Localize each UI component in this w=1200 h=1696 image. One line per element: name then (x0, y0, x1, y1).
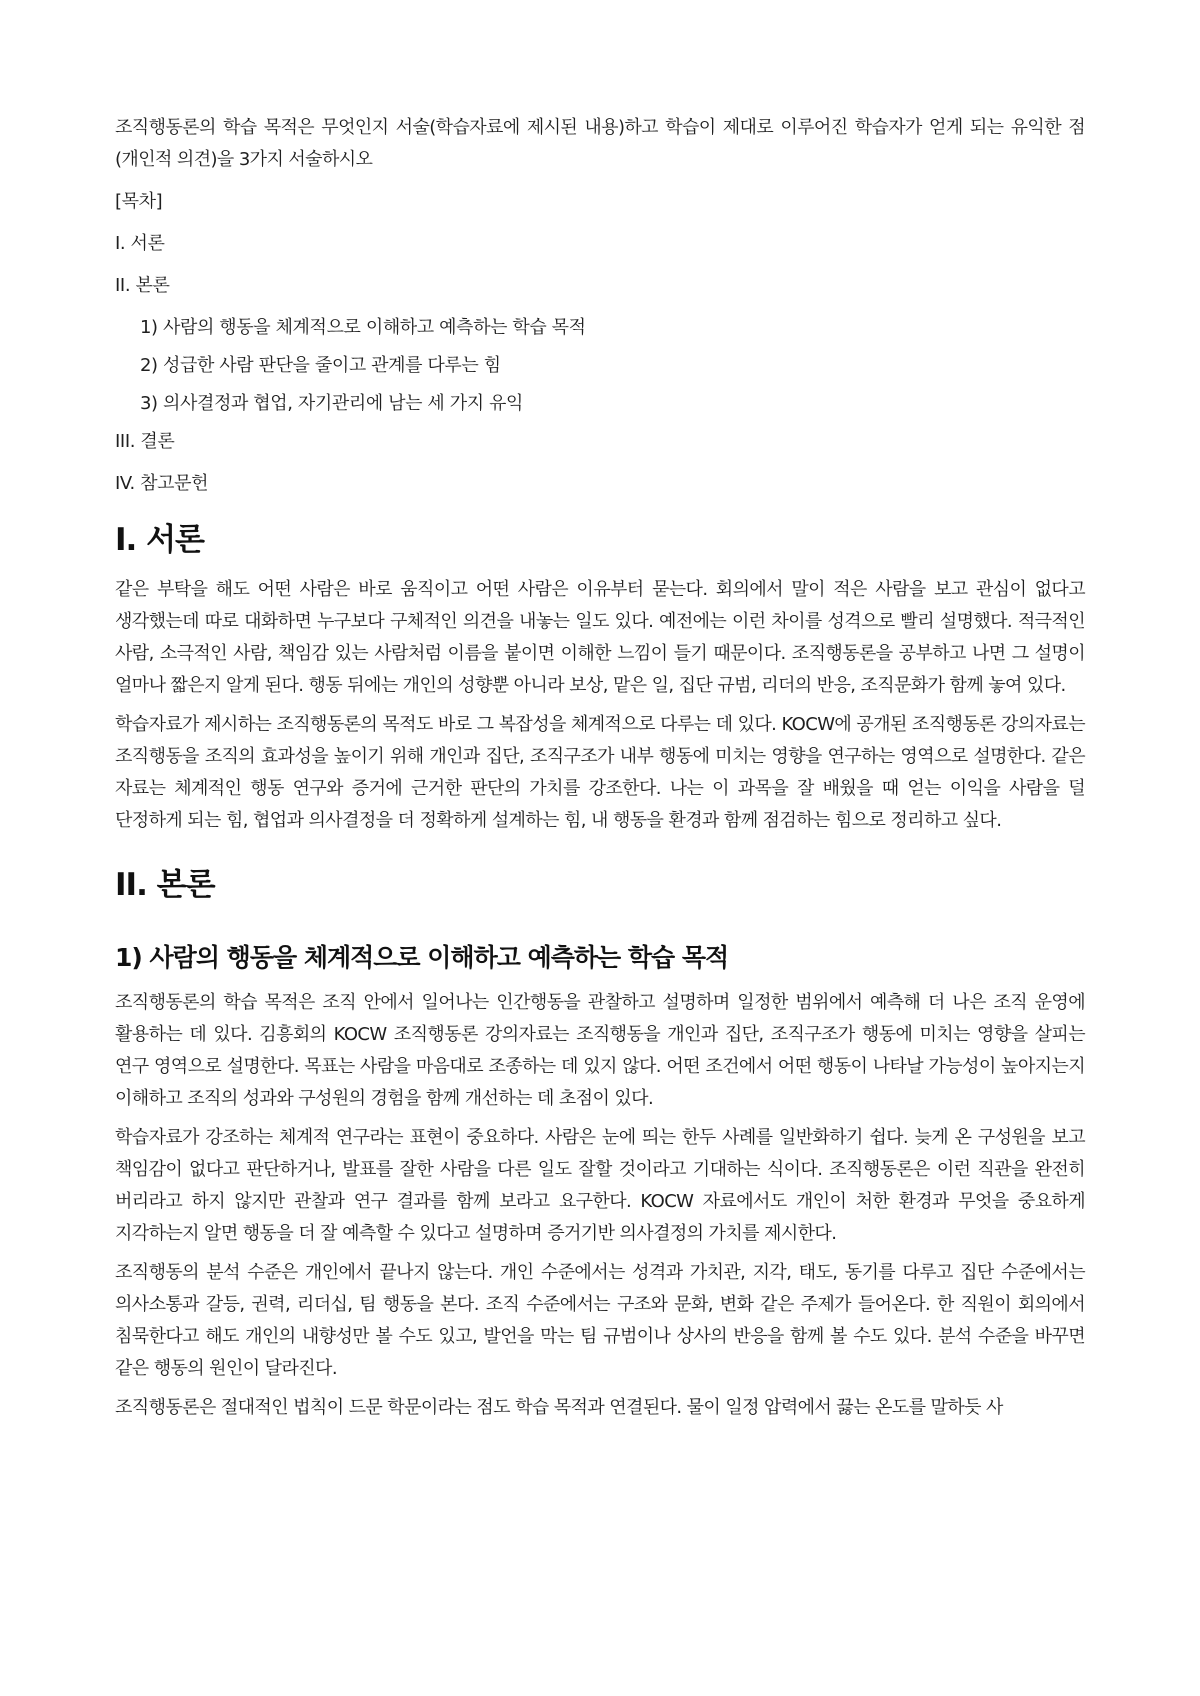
toc-item: 1) 사람의 행동을 체계적으로 이해하고 예측하는 학습 목적 (140, 317, 586, 338)
toc-item: 3) 의사결정과 협업, 자기관리에 남는 세 가지 유익 (140, 393, 524, 414)
body-heading: II. 본론 (115, 867, 215, 903)
intro-paragraph-2: 학습자료가 제시하는 조직행동론의 목적도 바로 그 복잡성을 체계적으로 다루는 데 있다. KOCW에 공개된 조직행동론 강의자료는 조직행동을 조직의 효과성을 높이기 위해 개인과 집단, 조직구조가 내부 행동에 미치는 영향을 연구하는 영역으로 설명한다. 같은 자료는 체계적인 행동 연구와 증거에 근거한 판단의 가치를 강조한다. 나는 이 과목을 잘 배웠을 때 얻는 이익을 사람을 덜 단정하게 되는 힘, 협업과 의사결정을 더 정확하게 설계하는 힘, 내 행동을 환경과 함께 점검하는 힘으로 정리하고 싶다. (115, 714, 1085, 831)
subsection-1-paragraph-1: 조직행동론의 학습 목적은 조직 안에서 일어나는 인간행동을 관찰하고 설명하며 일정한 범위에서 예측해 더 나은 조직 운영에 활용하는 데 있다. 김흥회의 KOCW 조직행동론 강의자료는 조직행동을 개인과 집단, 조직구조가 행동에 미치는 영향을 살피는 연구 영역으로 설명한다. 목표는 사람을 마음대로 조종하는 데 있지 않다. 어떤 조건에서 어떤 행동이 나타날 가능성이 높아지는지 이해하고 조직의 성과와 구성원의 경험을 함께 개선하는 데 초점이 있다. (115, 992, 1085, 1109)
toc-item: III. 결론 (115, 431, 175, 452)
assignment-question: 조직행동론의 학습 목적은 무엇인지 서술(학습자료에 제시된 내용)하고 학습이 제대로 이루어진 학습자가 얻게 되는 유익한 점(개인적 의견)을 3가지 서술하시오 (115, 117, 1085, 170)
toc-title: [목차] (115, 191, 163, 212)
subsection-1-heading: 1) 사람의 행동을 체계적으로 이해하고 예측하는 학습 목적 (115, 943, 729, 972)
intro-heading: I. 서론 (115, 522, 204, 558)
subsection-1-paragraph-2: 학습자료가 강조하는 체계적 연구라는 표현이 중요하다. 사람은 눈에 띄는 한두 사례를 일반화하기 쉽다. 늦게 온 구성원을 보고 책임감이 없다고 판단하거나, 발표를 잘한 사람을 다른 일도 잘할 것이라고 기대하는 식이다. 조직행동론은 이런 직관을 완전히 버리라고 하지 않지만 관찰과 연구 결과를 함께 보라고 요구한다. KOCW 자료에서도 개인이 처한 환경과 무엇을 중요하게 지각하는지 알면 행동을 더 잘 예측할 수 있다고 설명하며 증거기반 의사결정의 가치를 제시한다. (115, 1127, 1085, 1244)
subsection-1-paragraph-3: 조직행동의 분석 수준은 개인에서 끝나지 않는다. 개인 수준에서는 성격과 가치관, 지각, 태도, 동기를 다루고 집단 수준에서는 의사소통과 갈등, 권력, 리더십, 팀 행동을 본다. 조직 수준에서는 구조와 문화, 변화 같은 주제가 들어온다. 한 직원이 회의에서 침묵한다고 해도 개인의 내향성만 볼 수도 있고, 발언을 막는 팀 규범이나 상사의 반응을 함께 볼 수도 있다. 분석 수준을 바꾸면 같은 행동의 원인이 달라진다. (115, 1262, 1085, 1379)
toc-item: II. 본론 (115, 275, 170, 296)
document-page (115, 112, 1085, 1431)
toc-item: I. 서론 (115, 233, 165, 254)
subsection-1-paragraph-4: 조직행동론은 절대적인 법칙이 드문 학문이라는 점도 학습 목적과 연결된다. 물이 일정 압력에서 끓는 온도를 말하듯 사 (115, 1397, 1003, 1418)
intro-paragraph-1: 같은 부탁을 해도 어떤 사람은 바로 움직이고 어떤 사람은 이유부터 묻는다. 회의에서 말이 적은 사람을 보고 관심이 없다고 생각했는데 따로 대화하면 누구보다 구체적인 의견을 내놓는 일도 있다. 예전에는 이런 차이를 성격으로 빨리 설명했다. 적극적인 사람, 소극적인 사람, 책임감 있는 사람처럼 이름을 붙이면 이해한 느낌이 들기 때문이다. 조직행동론을 공부하고 나면 그 설명이 얼마나 짧은지 알게 된다. 행동 뒤에는 개인의 성향뿐 아니라 보상, 맡은 일, 집단 규범, 리더의 반응, 조직문화가 함께 놓여 있다. (115, 579, 1085, 696)
table-of-contents (115, 228, 1085, 500)
toc-item: IV. 참고문헌 (115, 473, 209, 494)
toc-item: 2) 성급한 사람 판단을 줄이고 관계를 다루는 힘 (140, 355, 501, 376)
